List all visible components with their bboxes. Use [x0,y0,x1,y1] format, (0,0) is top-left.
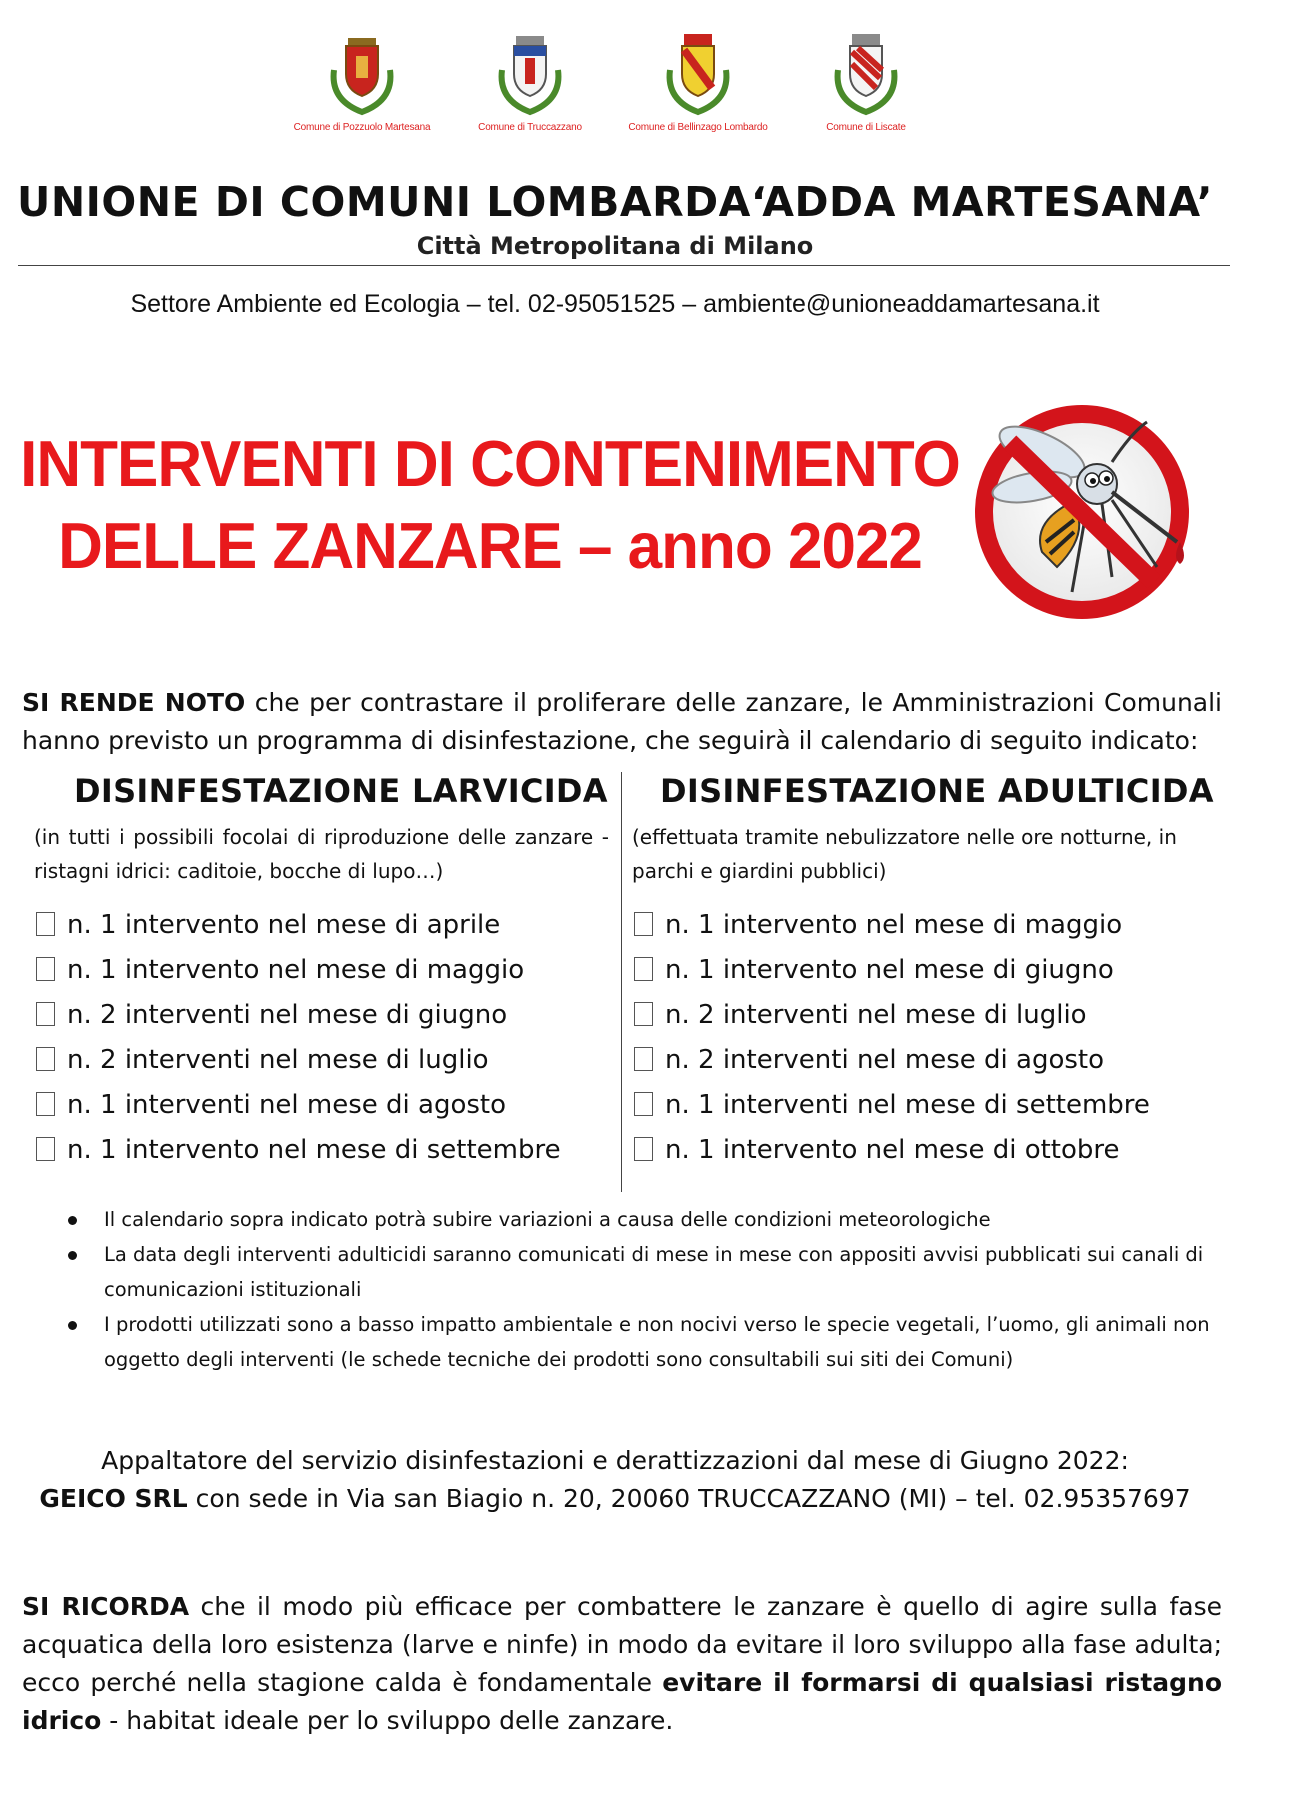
crest-liscate [776,30,956,133]
adulticida-item [634,1128,1120,1172]
crest-truccazzano [440,30,620,133]
larvicida-item [36,903,500,947]
column-divider [621,772,622,1192]
adulticida-item-label: n. 1 interventi nel mese di settembre [665,1090,1150,1120]
bellinzago-crest-icon [660,30,736,116]
checkbox-icon [36,1047,55,1071]
no-mosquito-icon [962,392,1212,632]
reminder-text-2: - habitat ideale per lo sviluppo delle zanzare. [101,1706,674,1735]
crest-label: Comune di Liscate [826,122,906,133]
larvicida-item-label: n. 1 intervento nel mese di settembre [67,1135,561,1165]
adulticida-item-label: n. 2 interventi nel mese di luglio [665,1000,1087,1030]
larvicida-item [36,1083,506,1127]
larvicida-heading: DISINFESTAZIONE LARVICIDA [74,772,608,810]
crest-bellinzago [608,30,788,133]
page-title [10,424,970,588]
title-line-2: DELLE ZANZARE – anno 2022 [58,510,922,583]
checkbox-icon [634,912,653,936]
adulticida-item [634,903,1122,947]
contact-line: Settore Ambiente ed Ecologia – tel. 02-95051525 – ambiente@unioneaddamartesana.it [130,290,1100,318]
note-item: I prodotti utilizzati sono a basso impatto ambientale e non nocivi verso le specie vegetali, l’uomo, gli animali non oggetto degli interventi (le schede tecniche dei prodotti sono consultabili sui siti dei Comuni) [68,1307,1218,1377]
checkbox-icon [634,1047,653,1071]
contractor-line-1: Appaltatore del servizio disinfestazioni e derattizzazioni dal mese di Giugno 2022: [101,1446,1129,1475]
larvicida-item-label: n. 1 interventi nel mese di agosto [67,1090,507,1120]
intro-bold: SI RENDE NOTO [22,688,246,717]
checkbox-icon [36,957,55,981]
checkbox-icon [36,1137,55,1161]
adulticida-item-label: n. 1 intervento nel mese di maggio [665,910,1123,940]
crest-label: Comune di Bellinzago Lombardo [628,122,768,133]
contractor-line-2 [0,1480,1230,1518]
adulticida-item-label: n. 1 intervento nel mese di ottobre [665,1135,1120,1165]
larvicida-note: (in tutti i possibili focolai di riproduzione delle zanzare - ristagni idrici: caditoie, bocche di lupo…) [34,825,609,883]
checkbox-icon [634,1137,653,1161]
title-line-1: INTERVENTI DI CONTENIMENTO [20,428,960,501]
reminder-text-1: che il modo più efficace per combattere le zanzare è quello di agire sulla fase acquatica della loro esistenza (larve e ninfe) in modo da evitare il loro sviluppo alla fase adulta; ecco perché nella stagione calda è fondamentale [22,1592,1222,1697]
reminder-paragraph [22,1588,1222,1740]
adulticida-heading: DISINFESTAZIONE ADULTICIDA [660,772,1214,810]
union-title: UNIONE DI COMUNI LOMBARDA‘ADDA MARTESANA’ [17,178,1213,226]
note-item: Il calendario sopra indicato potrà subire variazioni a causa delle condizioni meteorologiche [68,1202,1218,1237]
larvicida-item [36,948,524,992]
checkbox-icon [36,1002,55,1026]
adulticida-item [634,948,1114,992]
larvicida-item [36,1038,489,1082]
larvicida-item [36,993,507,1037]
larvicida-item-label: n. 1 intervento nel mese di aprile [67,910,501,940]
notes-list [68,1202,1218,1377]
crest-label: Comune di Pozzuolo Martesana [293,122,431,133]
adulticida-item [634,993,1087,1037]
adulticida-item-label: n. 1 intervento nel mese di giugno [665,955,1114,985]
checkbox-icon [634,957,653,981]
union-subtitle: Città Metropolitana di Milano [416,232,814,260]
intro-text: che per contrastare il proliferare delle zanzare, le Amministrazioni Comunali hanno previsto un programma di disinfestazione, che seguirà il calendario di seguito indicato: [22,688,1223,755]
larvicida-item-label: n. 1 intervento nel mese di maggio [67,955,525,985]
adulticida-item [634,1083,1150,1127]
adulticida-note: (effettuata tramite nebulizzatore nelle ore notturne, in parchi e giardini pubblici) [632,825,1177,883]
checkbox-icon [36,1092,55,1116]
contractor-details: con sede in Via san Biagio n. 20, 20060 TRUCCAZZANO (MI) – tel. 02.95357697 [187,1484,1191,1513]
adulticida-item-label: n. 2 interventi nel mese di agosto [665,1045,1105,1075]
crest-pozzuolo [272,30,452,133]
pozzuolo-crest-icon [324,30,400,116]
liscate-crest-icon [828,30,904,116]
note-item: La data degli interventi adulticidi saranno comunicati di mese in mese con appositi avvisi pubblicati sui canali di comunicazioni istituzionali [68,1237,1218,1307]
intro-paragraph [22,684,1222,760]
reminder-bold-2: evitare il formarsi di qualsiasi ristagno idrico [22,1668,1223,1735]
header-divider [18,265,1230,266]
larvicida-item-label: n. 2 interventi nel mese di giugno [67,1000,508,1030]
reminder-bold-1: SI RICORDA [22,1592,190,1621]
checkbox-icon [36,912,55,936]
checkbox-icon [634,1002,653,1026]
crest-label: Comune di Truccazzano [478,122,582,133]
contractor-company: GEICO SRL [39,1484,188,1513]
adulticida-item [634,1038,1104,1082]
checkbox-icon [634,1092,653,1116]
larvicida-item-label: n. 2 interventi nel mese di luglio [67,1045,489,1075]
truccazzano-crest-icon [492,30,568,116]
larvicida-item [36,1128,561,1172]
